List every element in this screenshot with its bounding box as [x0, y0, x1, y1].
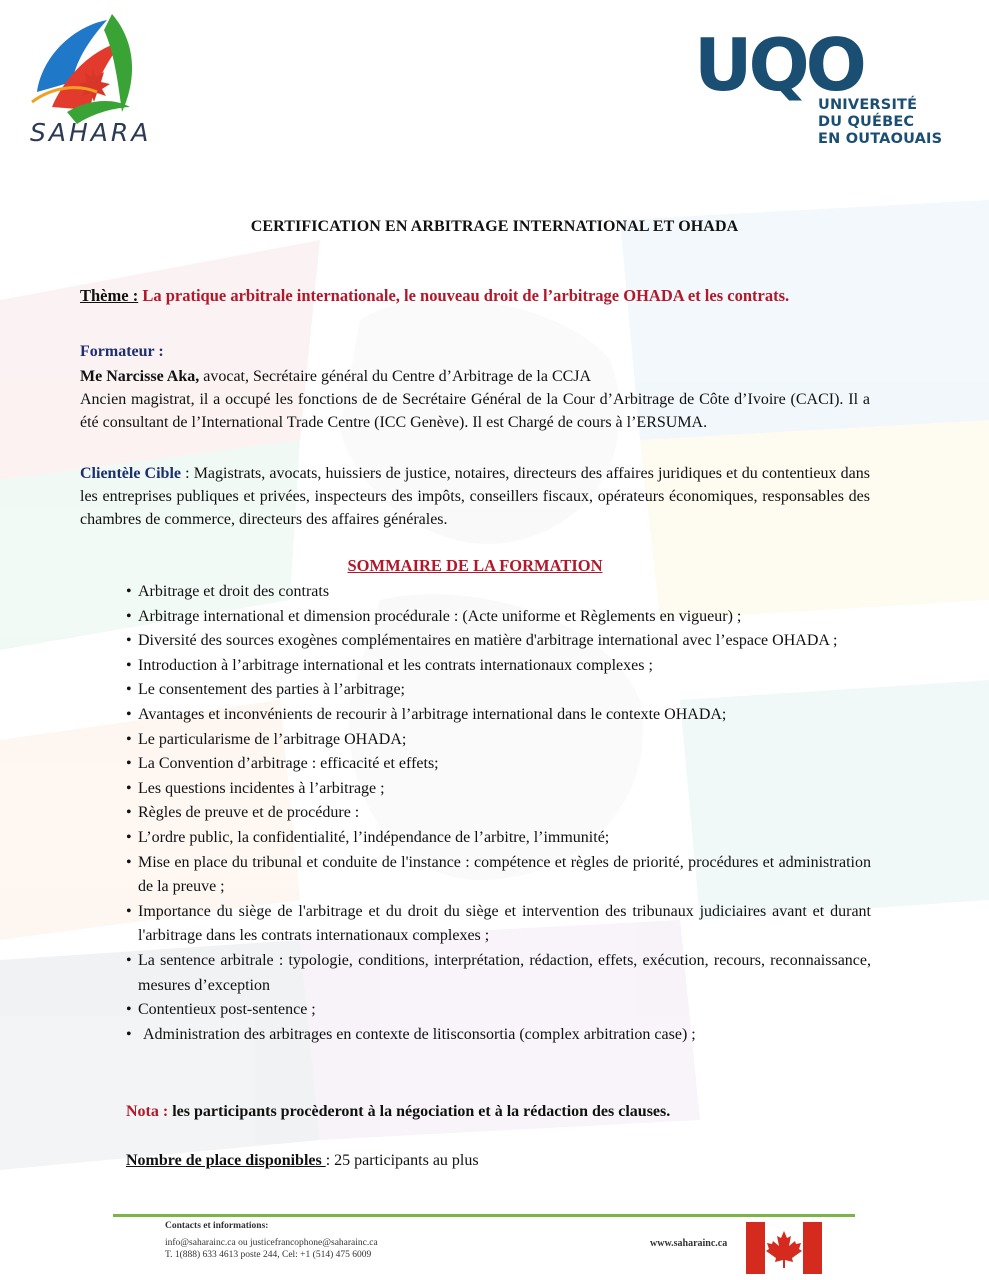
theme-section	[80, 280, 836, 311]
formateur-bio: Ancien magistrat, il a occupé les fonctions de de Secrétaire Général de la Cour d’Arbitrage de Côte d’Ivoire (CACI). Il a été consultant de l’International Trade Centre (ICC Genève). Il est Chargé de cours à l’ERSUMA.	[80, 391, 870, 431]
list-item: • Le particularisme de l’arbitrage OHADA;	[125, 728, 871, 753]
list-item: • Arbitrage et droit des contrats	[125, 580, 871, 605]
clientele-section	[80, 462, 870, 531]
list-item: • Règles de preuve et de procédure :	[125, 801, 871, 826]
uqo-logo	[694, 28, 894, 108]
sommaire-title: SOMMAIRE DE LA FORMATION	[347, 556, 603, 575]
document-title: CERTIFICATION EN ARBITRAGE INTERNATIONAL ET OHADA	[250, 218, 739, 235]
sahara-logo-text: SAHARA	[30, 118, 152, 147]
list-item: • Contentieux post-sentence ;	[125, 998, 871, 1023]
nota-section	[126, 1103, 670, 1121]
uqo-line-1: UNIVERSITÉ	[818, 97, 918, 113]
clientele-text: : Magistrats, avocats, huissiers de justice, notaires, directeurs des affaires juridiques et du contentieux dans les entreprises publiques et privées, inspecteurs des impôts, conseillers fiscaux, opérateurs économiques, responsables des chambres de commerce, directeurs des affaires générales.	[80, 465, 870, 528]
svg-text:UQO: UQO	[694, 28, 863, 107]
formateur-section	[80, 365, 870, 434]
places-text: : 25 participants au plus	[325, 1152, 479, 1169]
uqo-university-name	[818, 97, 942, 148]
theme-value: La pratique arbitrale internationale, le nouveau droit de l’arbitrage OHADA et les contrats.	[142, 286, 790, 305]
uqo-line-2: DU QUÉBEC	[818, 114, 915, 130]
contact-phone: T. 1(888) 633 4613 poste 244, Cel: +1 (514) 475 6009	[165, 1250, 372, 1260]
list-item: • Les questions incidentes à l’arbitrage ;	[125, 777, 871, 802]
list-item: • Mise en place du tribunal et conduite de l'instance : compétence et règles de priorité, procédures et administration de la preuve ;	[125, 851, 871, 900]
list-item: • Avantages et inconvénients de recourir à l’arbitrage international dans le contexte OHADA;	[125, 703, 871, 728]
sommaire-list	[125, 580, 871, 1047]
formateur-role: avocat, Secrétaire général du Centre d’Arbitrage de la CCJA	[199, 368, 592, 385]
list-item: • Le consentement des parties à l’arbitrage;	[125, 678, 871, 703]
theme-label: Thème :	[80, 286, 139, 305]
uqo-line-3: EN OUTAOUAIS	[818, 131, 943, 147]
contact-email[interactable]: info@saharainc.ca ou justicefrancophone@saharainc.ca	[165, 1238, 378, 1248]
nota-text: les participants procèderont à la négociation et à la rédaction des clauses.	[168, 1103, 671, 1120]
places-section	[126, 1152, 479, 1170]
places-label: Nombre de place disponibles	[126, 1152, 326, 1169]
nota-label: Nota :	[126, 1103, 169, 1120]
list-item: • Arbitrage international et dimension procédurale : (Acte uniforme et Règlements en vigueur) ;	[125, 605, 871, 630]
list-item: • La sentence arbitrale : typologie, conditions, interprétation, rédaction, effets, exécution, recours, reconnaissance, mesures d’exception	[125, 949, 871, 998]
list-item: • La Convention d’arbitrage : efficacité et effets;	[125, 752, 871, 777]
footer-contact	[165, 1220, 378, 1261]
website-link[interactable]: www.saharainc.ca	[650, 1238, 728, 1249]
clientele-label: Clientèle Cible	[80, 465, 181, 482]
list-item: • Diversité des sources exogènes complémentaires en matière d'arbitrage international avec l’espace OHADA ;	[125, 629, 871, 654]
list-item: • Introduction à l’arbitrage international et les contrats internationaux complexes ;	[125, 654, 871, 679]
formateur-name: Me Narcisse Aka,	[80, 368, 200, 385]
formateur-label: Formateur :	[80, 343, 164, 360]
list-item: • Importance du siège de l'arbitrage et du droit du siège et intervention des tribunaux judiciaires avant et durant l'arbitrage dans les contrats internationaux complexes ;	[125, 900, 871, 949]
footer-divider	[113, 1214, 855, 1217]
list-item: • Administration des arbitrages en contexte de litisconsortia (complex arbitration case) ;	[125, 1023, 871, 1048]
list-item: • L’ordre public, la confidentialité, l’indépendance de l’arbitre, l’immunité;	[125, 826, 871, 851]
canada-flag-icon	[746, 1222, 822, 1274]
contact-heading: Contacts et informations:	[165, 1221, 269, 1231]
